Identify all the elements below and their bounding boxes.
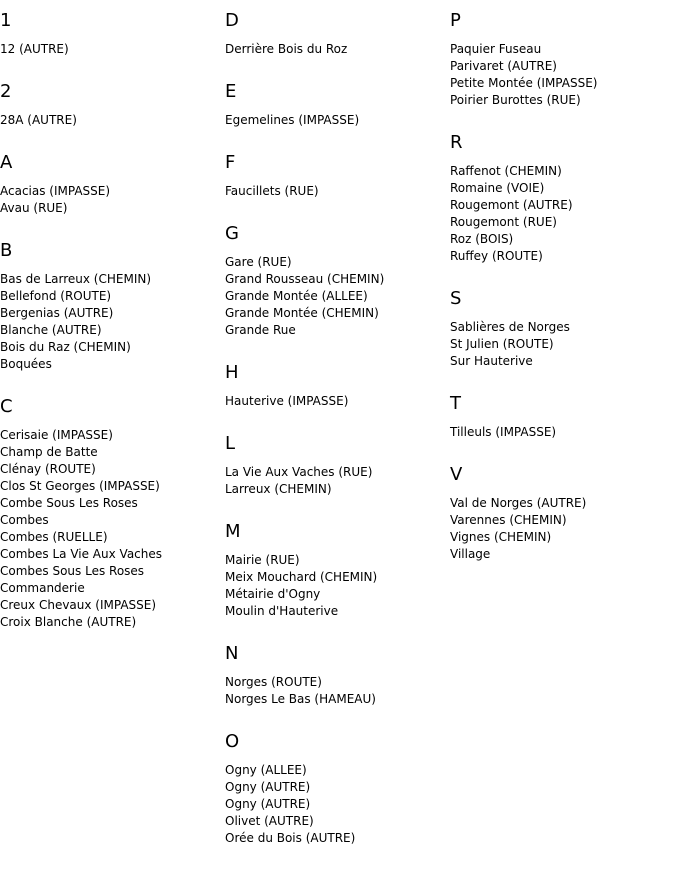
letter-group bbox=[225, 352, 447, 410]
street-link[interactable]: La Vie Aux Vaches (RUE) bbox=[225, 465, 373, 479]
street-list bbox=[0, 41, 222, 58]
street-link[interactable]: Métairie d'Ogny bbox=[225, 587, 321, 601]
street-link[interactable]: 28A (AUTRE) bbox=[0, 113, 77, 127]
street-list bbox=[225, 393, 447, 410]
street-link[interactable]: Grand Rousseau (CHEMIN) bbox=[225, 272, 385, 286]
street-link[interactable]: Vignes (CHEMIN) bbox=[450, 530, 552, 544]
street-link[interactable]: Raffenot (CHEMIN) bbox=[450, 164, 562, 178]
street-link[interactable]: Tilleuls (IMPASSE) bbox=[450, 425, 557, 439]
street-link[interactable]: Norges (ROUTE) bbox=[225, 675, 322, 689]
letter-group bbox=[225, 0, 447, 58]
street-link[interactable]: Val de Norges (AUTRE) bbox=[450, 496, 587, 510]
street-link[interactable]: Avau (RUE) bbox=[0, 201, 68, 215]
street-link[interactable]: Ruffey (ROUTE) bbox=[450, 249, 543, 263]
street-link[interactable]: Mairie (RUE) bbox=[225, 553, 300, 567]
street-link[interactable]: Combes (RUELLE) bbox=[0, 530, 108, 544]
letter-heading: T bbox=[450, 393, 461, 414]
street-list bbox=[450, 163, 672, 265]
letter-heading: E bbox=[225, 81, 237, 102]
street-link[interactable]: Olivet (AUTRE) bbox=[225, 814, 314, 828]
street-link[interactable]: Champ de Batte bbox=[0, 445, 98, 459]
street-link[interactable]: Petite Montée (IMPASSE) bbox=[450, 76, 598, 90]
street-link[interactable]: Orée du Bois (AUTRE) bbox=[225, 831, 356, 845]
street-list bbox=[225, 674, 447, 708]
letter-heading: N bbox=[225, 643, 239, 664]
street-link[interactable]: Boquées bbox=[0, 357, 52, 371]
letter-heading: R bbox=[450, 132, 463, 153]
street-link[interactable]: St Julien (ROUTE) bbox=[450, 337, 554, 351]
letter-group bbox=[0, 230, 222, 373]
letter-group bbox=[225, 213, 447, 339]
street-link[interactable]: Parivaret (AUTRE) bbox=[450, 59, 557, 73]
street-list bbox=[225, 762, 447, 847]
letter-heading: F bbox=[225, 152, 236, 173]
letter-heading: P bbox=[450, 10, 461, 31]
street-link[interactable]: Norges Le Bas (HAMEAU) bbox=[225, 692, 376, 706]
letter-heading: 1 bbox=[0, 10, 12, 31]
letter-group bbox=[450, 278, 672, 370]
street-link[interactable]: Bellefond (ROUTE) bbox=[0, 289, 112, 303]
letter-heading: S bbox=[450, 288, 462, 309]
street-index-column-2 bbox=[225, 0, 447, 860]
letter-group bbox=[450, 454, 672, 563]
street-link[interactable]: Bergenias (AUTRE) bbox=[0, 306, 114, 320]
street-link[interactable]: Clénay (ROUTE) bbox=[0, 462, 96, 476]
street-link[interactable]: Meix Mouchard (CHEMIN) bbox=[225, 570, 378, 584]
letter-group bbox=[450, 122, 672, 265]
letter-heading: L bbox=[225, 433, 236, 454]
street-link[interactable]: Combes La Vie Aux Vaches bbox=[0, 547, 163, 561]
letter-group bbox=[225, 721, 447, 847]
street-link[interactable]: Combes Sous Les Roses bbox=[0, 564, 145, 578]
street-link[interactable]: Varennes (CHEMIN) bbox=[450, 513, 567, 527]
letter-heading: A bbox=[0, 152, 13, 173]
street-link[interactable]: Derrière Bois du Roz bbox=[225, 42, 348, 56]
letter-heading: H bbox=[225, 362, 239, 383]
street-link[interactable]: Village bbox=[450, 547, 491, 561]
street-list bbox=[225, 112, 447, 129]
letter-group bbox=[450, 383, 672, 441]
street-link[interactable]: Gare (RUE) bbox=[225, 255, 292, 269]
street-link[interactable]: Ogny (AUTRE) bbox=[225, 797, 311, 811]
street-link[interactable]: Commanderie bbox=[0, 581, 85, 595]
street-list bbox=[450, 495, 672, 563]
street-link[interactable]: 12 (AUTRE) bbox=[0, 42, 69, 56]
street-link[interactable]: Croix Blanche (AUTRE) bbox=[0, 615, 137, 629]
letter-heading: M bbox=[225, 521, 241, 542]
letter-group bbox=[225, 142, 447, 200]
street-link[interactable]: Ogny (AUTRE) bbox=[225, 780, 311, 794]
street-list bbox=[225, 464, 447, 498]
street-list bbox=[0, 112, 222, 129]
street-list bbox=[0, 427, 222, 631]
street-link[interactable]: Grande Montée (ALLEE) bbox=[225, 289, 368, 303]
letter-group bbox=[225, 71, 447, 129]
street-link[interactable]: Grande Montée (CHEMIN) bbox=[225, 306, 379, 320]
street-link[interactable]: Clos St Georges (IMPASSE) bbox=[0, 479, 160, 493]
street-link[interactable]: Moulin d'Hauterive bbox=[225, 604, 339, 618]
street-index-column-1 bbox=[0, 0, 222, 644]
letter-group bbox=[0, 142, 222, 217]
letter-group bbox=[0, 71, 222, 129]
letter-heading: O bbox=[225, 731, 240, 752]
street-link[interactable]: Cerisaie (IMPASSE) bbox=[0, 428, 113, 442]
street-list bbox=[225, 552, 447, 620]
street-link[interactable]: Faucillets (RUE) bbox=[225, 184, 319, 198]
street-link[interactable]: Grande Rue bbox=[225, 323, 296, 337]
letter-heading: 2 bbox=[0, 81, 12, 102]
street-list bbox=[225, 183, 447, 200]
street-link[interactable]: Poirier Burottes (RUE) bbox=[450, 93, 581, 107]
street-list bbox=[450, 319, 672, 370]
letter-heading: D bbox=[225, 10, 239, 31]
street-list bbox=[450, 41, 672, 109]
street-link[interactable]: Hauterive (IMPASSE) bbox=[225, 394, 349, 408]
street-link[interactable]: Acacias (IMPASSE) bbox=[0, 184, 111, 198]
street-link[interactable]: Egemelines (IMPASSE) bbox=[225, 113, 360, 127]
letter-heading: G bbox=[225, 223, 239, 244]
letter-group bbox=[0, 0, 222, 58]
street-link[interactable]: Sur Hauterive bbox=[450, 354, 533, 368]
street-link[interactable]: Sablières de Norges bbox=[450, 320, 570, 334]
letter-group bbox=[225, 511, 447, 620]
letter-heading: C bbox=[0, 396, 13, 417]
street-link[interactable]: Larreux (CHEMIN) bbox=[225, 482, 332, 496]
street-index-column-3 bbox=[450, 0, 672, 576]
street-link[interactable]: Blanche (AUTRE) bbox=[0, 323, 102, 337]
street-link[interactable]: Bois du Raz (CHEMIN) bbox=[0, 340, 131, 354]
street-list bbox=[225, 254, 447, 339]
letter-heading: B bbox=[0, 240, 13, 261]
street-link[interactable]: Rougemont (AUTRE) bbox=[450, 198, 573, 212]
street-link[interactable]: Combes bbox=[0, 513, 49, 527]
letter-heading: V bbox=[450, 464, 463, 485]
street-link[interactable]: Creux Chevaux (IMPASSE) bbox=[0, 598, 157, 612]
street-link[interactable]: Romaine (VOIE) bbox=[450, 181, 545, 195]
street-link[interactable]: Bas de Larreux (CHEMIN) bbox=[0, 272, 152, 286]
street-link[interactable]: Paquier Fuseau bbox=[450, 42, 542, 56]
street-link[interactable]: Ogny (ALLEE) bbox=[225, 763, 307, 777]
letter-group bbox=[225, 633, 447, 708]
street-list bbox=[0, 271, 222, 373]
street-list bbox=[225, 41, 447, 58]
letter-group bbox=[225, 423, 447, 498]
street-list bbox=[0, 183, 222, 217]
letter-group bbox=[0, 386, 222, 631]
street-link[interactable]: Combe Sous Les Roses bbox=[0, 496, 138, 510]
street-link[interactable]: Rougemont (RUE) bbox=[450, 215, 557, 229]
street-list bbox=[450, 424, 672, 441]
letter-group bbox=[450, 0, 672, 109]
street-link[interactable]: Roz (BOIS) bbox=[450, 232, 514, 246]
